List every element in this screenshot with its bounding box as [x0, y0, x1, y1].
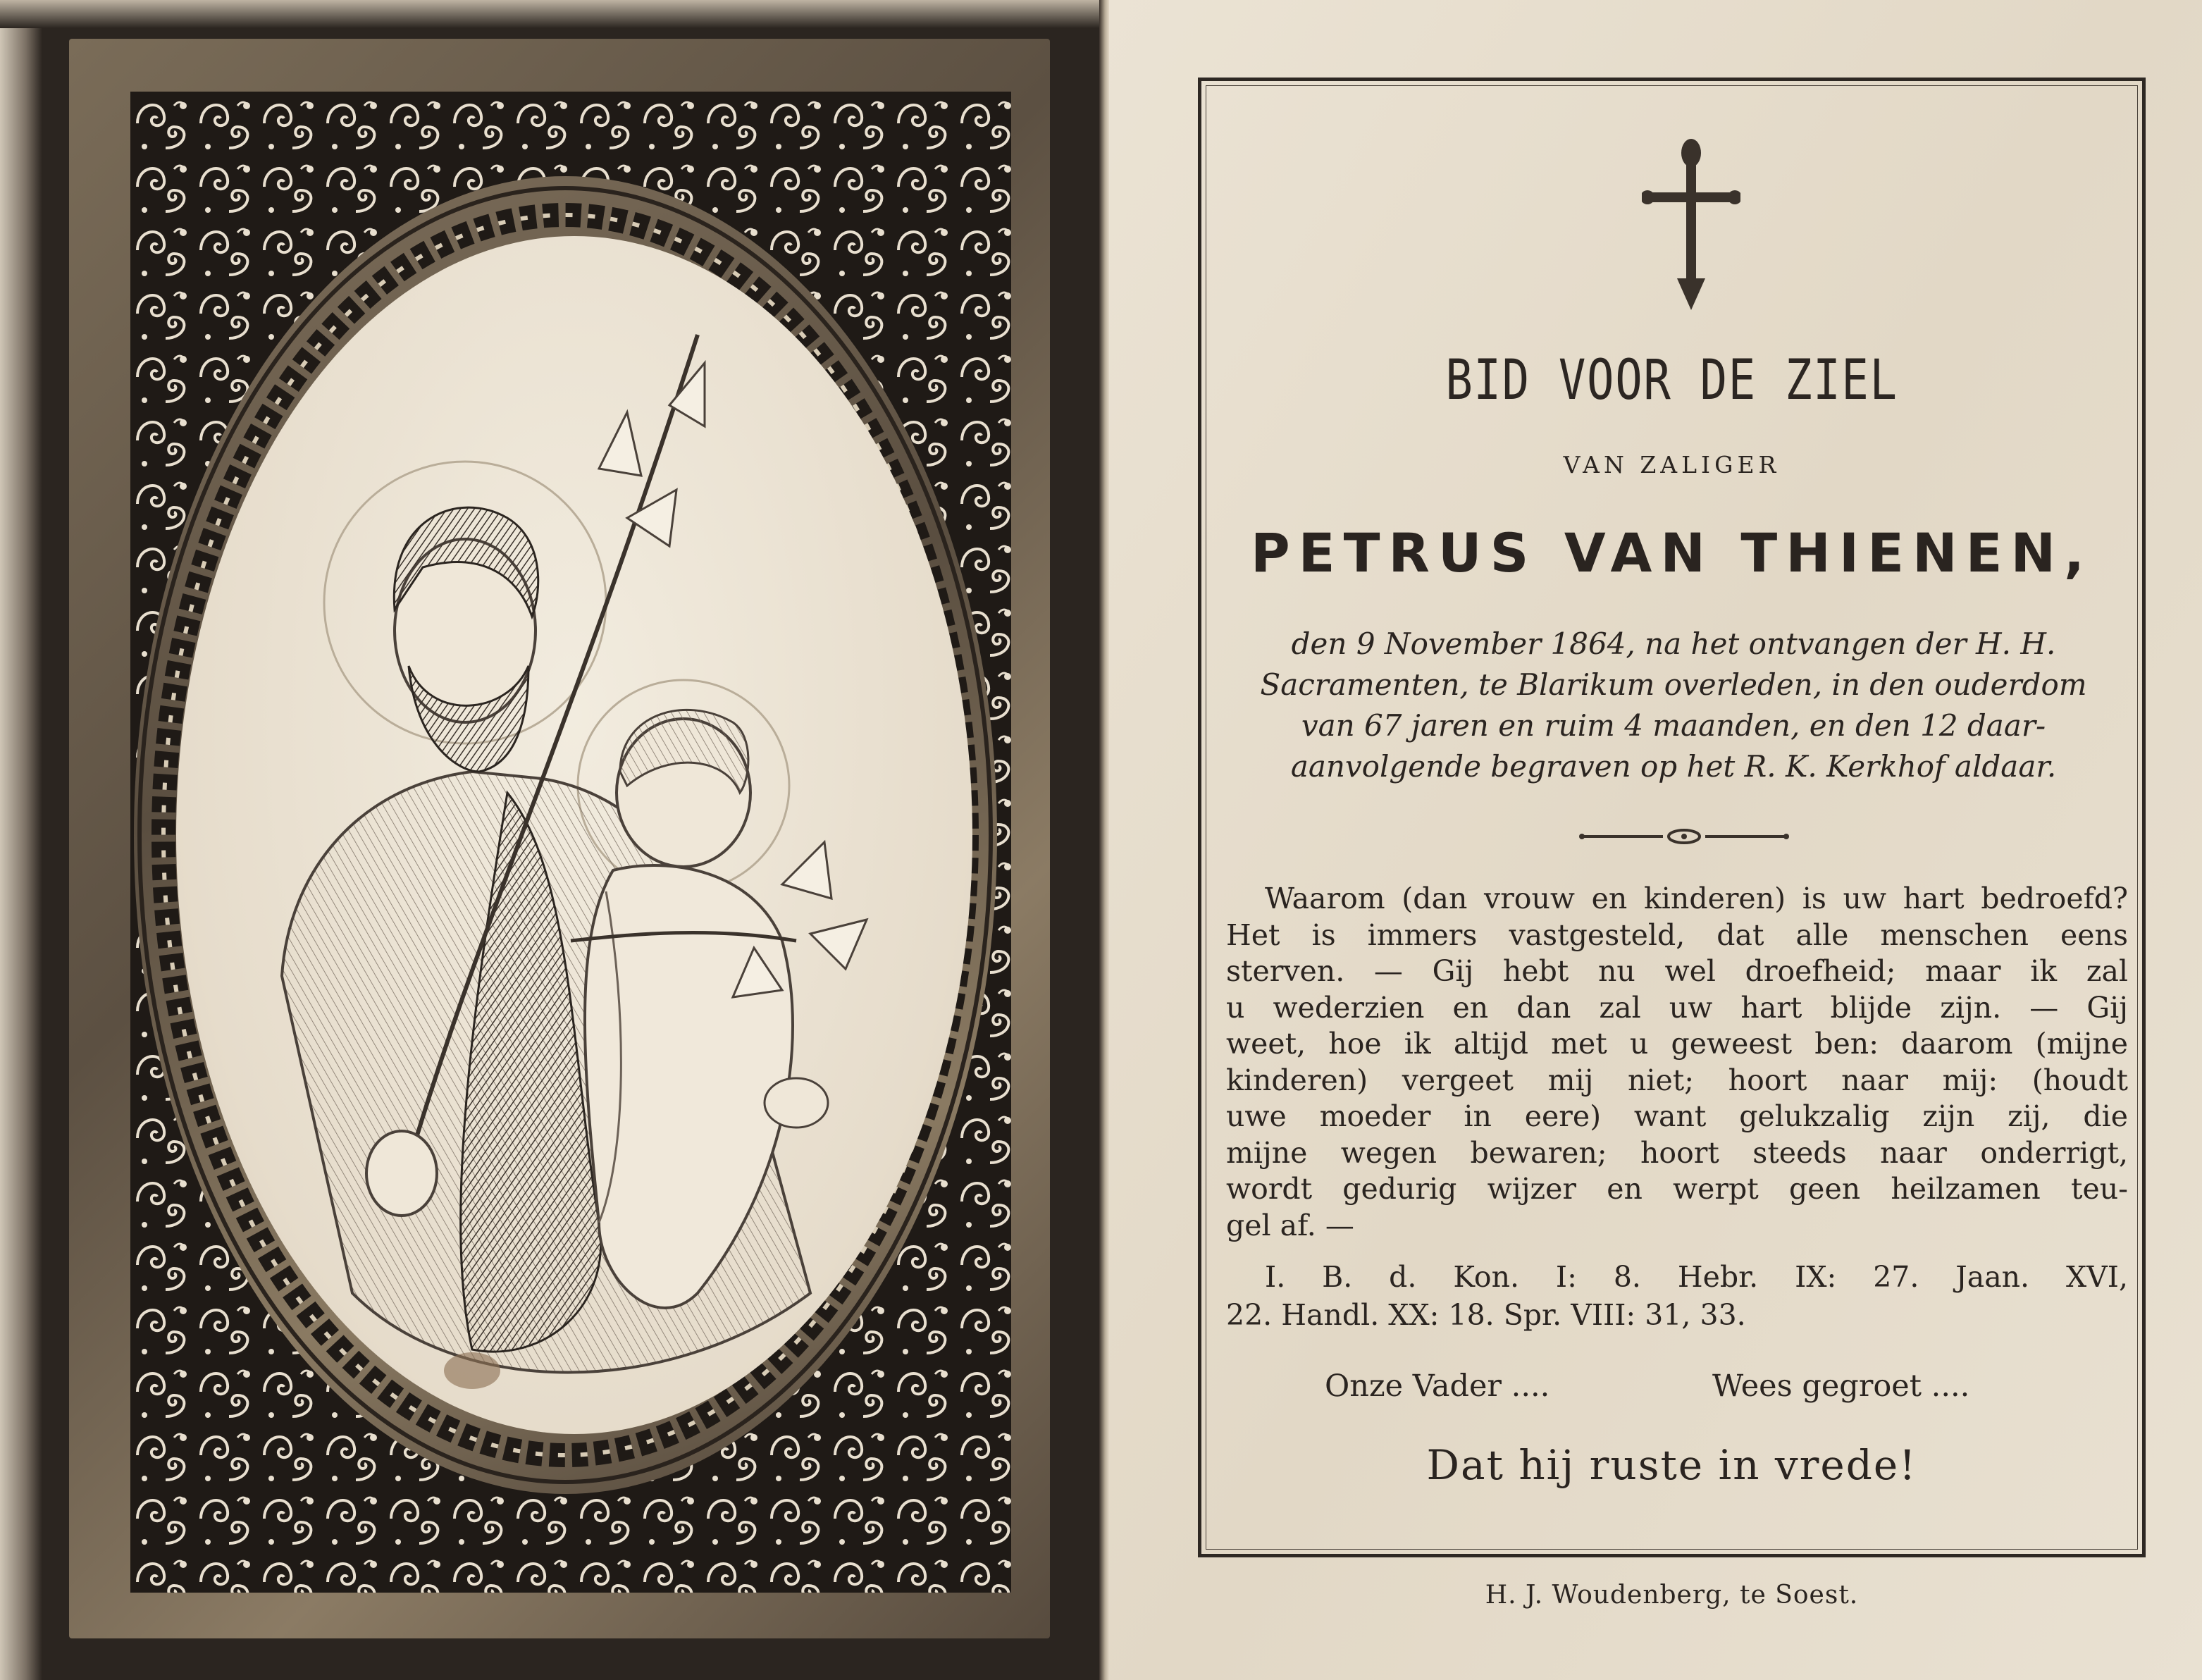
- death-notice-line: den 9 November 1864, na het ontvangen der H. H.: [1291, 626, 2056, 661]
- verse-line: wordt gedurig wijzer en werpt geen heilzamen teu-: [1226, 1172, 2128, 1206]
- verse-line: kinderen) vergeet mij niet; hoort naar mij: (houdt: [1226, 1063, 2128, 1097]
- prayer-our-father: Onze Vader ....: [1325, 1369, 1550, 1404]
- deceased-name: PETRUS VAN THIENEN,: [1250, 521, 2093, 584]
- cross-icon: [1642, 137, 1740, 314]
- verse-line: uwe moeder in eere) want gelukzalig zijn zij, die: [1226, 1099, 2128, 1133]
- reference-line: I. B. d. Kon. I: 8. Hebr. IX: 27. Jaan. XVI,: [1265, 1260, 2128, 1294]
- scripture-references: [1226, 1258, 2128, 1334]
- card-fold: [1099, 0, 1109, 1680]
- death-notice-line: van 67 jaren en ruim 4 maanden, en den 12 daar-: [1301, 708, 2046, 743]
- verse-line: sterven. — Gij hebt nu wel droefheid; maar ik zal: [1226, 954, 2128, 988]
- closing-line: Dat hij ruste in vrede!: [1426, 1441, 1917, 1489]
- verse-line: weet, hoe ik altijd met u geweest ben: daarom (mijne: [1226, 1027, 2128, 1061]
- death-notice: [1223, 624, 2124, 787]
- card-top-edge: [0, 0, 1106, 28]
- scripture-verse: [1226, 881, 2128, 1244]
- death-notice-line: aanvolgende begraven op het R. K. Kerkhof aldaar.: [1290, 749, 2057, 784]
- death-notice-line: Sacramenten, te Blarikum overleden, in den ouderdom: [1260, 667, 2087, 702]
- verse-line: Het is immers vastgesteld, dat alle menschen eens: [1226, 918, 2128, 952]
- heading: BID VOOR DE ZIEL: [1445, 349, 1898, 412]
- verse-line: mijne wegen bewaren; hoort steeds naar onderrigt,: [1226, 1135, 2128, 1170]
- verse-line: u wederzien en dan zal uw hart blijde zijn. — Gij: [1226, 990, 2128, 1025]
- verse-line: gel af. —: [1226, 1208, 1354, 1242]
- subheading: VAN ZALIGER: [1563, 451, 1781, 478]
- reference-line: 22. Handl. XX: 18. Spr. VIII: 31, 33.: [1226, 1298, 1746, 1332]
- printer-credit: H. J. Woudenberg, te Soest.: [1485, 1581, 1859, 1610]
- ornamental-divider-icon: [1578, 826, 1790, 847]
- prayer-hail-mary: Wees gegroet ....: [1712, 1369, 1970, 1404]
- verse-line: Waarom (dan vrouw en kinderen) is uw hart bedroefd?: [1265, 882, 2128, 915]
- card-edge: [0, 0, 42, 1680]
- saint-joseph-illustration: [176, 236, 972, 1434]
